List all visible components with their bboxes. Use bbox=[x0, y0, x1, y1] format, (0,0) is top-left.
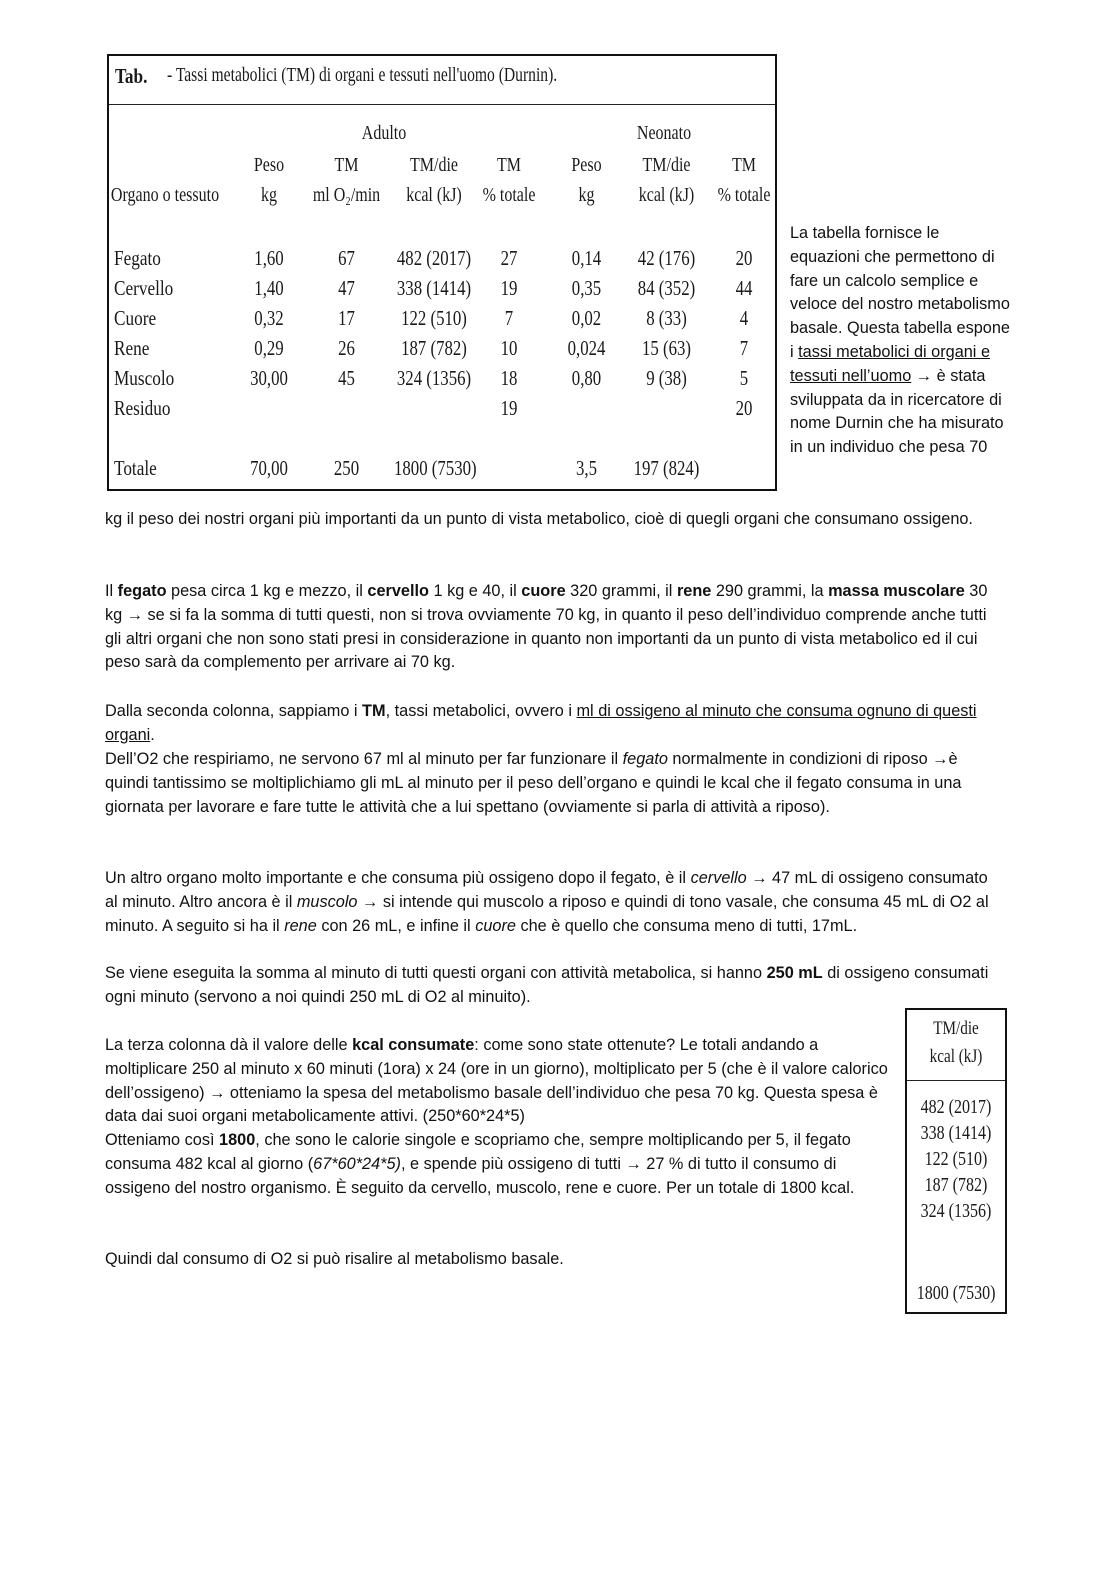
paragraph-6: Un altro organo molto importante e che consuma più ossigeno dopo il fegato, è il cervello → 47 mL di ossigeno consumato al minuto. Altro ancora è il muscolo → si intende qui muscolo a riposo e quindi di tono vasale, che consuma 45 mL di O2 al minuto. A seguito si ha il rene con 26 mL, e infine il cuore che è quello che consuma meno di tutti, 17mL. bbox=[105, 869, 989, 935]
cell-tmp-n: 4 bbox=[739, 306, 749, 330]
paragraph-8: La terza colonna dà il valore delle kcal consumate: come sono state ottenute? Le totali andando a moltiplicare 250 al minuto x 60 minuti (1ora) x 24 (ore in un giorno), moltiplicato per 5 (che è il valore calorico dell’ossigeno) → otteniamo la spesa del metabolismo basale dell’individuo che pesa 70 kg. Questa spesa è data dai suoi organi metabolicamente attivi. (250*60*24*5) bbox=[105, 1036, 888, 1126]
inset-header-line-1: TM/die bbox=[933, 1018, 979, 1039]
total-tmdie-n: 197 (824) bbox=[633, 456, 700, 480]
cell-tmp-n: 20 bbox=[735, 396, 753, 420]
table-title-tab: Tab. bbox=[115, 64, 148, 88]
total-tmdie-a: 1800 (7530) bbox=[394, 456, 477, 480]
paragraph-4: Dalla seconda colonna, sappiamo i TM, tassi metabolici, ovvero i ml di ossigeno al minuto che consuma ognuno di questi organi. bbox=[105, 702, 977, 744]
header-tm-adult: TM ml O₂/min bbox=[312, 154, 381, 206]
header-peso-newborn: Peso kg bbox=[571, 154, 602, 206]
header-peso-adult: Peso kg bbox=[253, 154, 285, 206]
cell-peso-n: 0,80 bbox=[571, 366, 602, 390]
cell-tmp-a: 18 bbox=[500, 366, 518, 390]
side-paragraph: La tabella fornisce le equazioni che permettono di fare un calcolo semplice e veloce del nostro metabolismo basale. Questa tabella espone i tassi metabolici di organi e tessuti nell’uomo → è stata sviluppata da in ricercatore di nome Durnin che ha misurato in un individuo che pesa 70 bbox=[790, 224, 1010, 457]
cell-tmdie-a: 187 (782) bbox=[401, 336, 467, 360]
header-tmdie-newborn: TM/die kcal (kJ) bbox=[638, 154, 695, 206]
inset-header-line-2: kcal (kJ) bbox=[929, 1046, 983, 1067]
cell-tm-a: 47 bbox=[338, 276, 355, 300]
cell-tmp-n: 20 bbox=[735, 246, 753, 270]
tmdie-inset-table bbox=[905, 1008, 1007, 1314]
cell-tm-a: 67 bbox=[338, 246, 355, 270]
cell-peso-a: 30,00 bbox=[250, 366, 288, 390]
cell-tm-a: 45 bbox=[338, 366, 355, 390]
cell-peso-a: 0,32 bbox=[254, 306, 284, 330]
cell-tmp-a: 27 bbox=[500, 246, 518, 270]
cell-tmp-a: 10 bbox=[500, 336, 518, 360]
paragraph-9: Otteniamo così 1800, che sono le calorie singole e scopriamo che, sempre moltiplicando per 5, il fegato consuma 482 kcal al giorno (67*60*24*5), e spende più ossigeno di tutti → 27 % di tutto il consumo di ossigeno del nostro organismo. È seguito da cervello, muscolo, rene e cuore. Per un totale di 1800 kcal. bbox=[105, 1131, 855, 1197]
cell-tmdie-n: 42 (176) bbox=[637, 246, 696, 270]
inset-value: 187 (782) bbox=[924, 1174, 988, 1196]
row-organ: Cuore bbox=[114, 306, 157, 330]
header-organ: Organo o tessuto bbox=[110, 184, 220, 206]
cell-tm-a: 17 bbox=[338, 306, 355, 330]
row-organ: Cervello bbox=[114, 276, 174, 300]
total-tm-a: 250 bbox=[333, 456, 360, 480]
cell-tmp-n: 44 bbox=[735, 276, 753, 300]
inset-value: 482 (2017) bbox=[920, 1096, 992, 1118]
cell-tmp-a: 7 bbox=[504, 306, 514, 330]
cell-tmdie-n: 15 (63) bbox=[642, 336, 691, 360]
inset-header bbox=[907, 1010, 1005, 1081]
inset-total: 1800 (7530) bbox=[916, 1282, 996, 1304]
cell-tmdie-a: 338 (1414) bbox=[396, 276, 472, 300]
paragraph-2: kg il peso dei nostri organi più importanti da un punto di vista metabolico, cioè di quegli organi che consumano ossigeno. bbox=[105, 510, 973, 528]
cell-peso-a: 1,60 bbox=[254, 246, 284, 270]
cell-tmdie-n: 84 (352) bbox=[637, 276, 696, 300]
row-organ: Residuo bbox=[114, 396, 171, 420]
metabolic-rates-table bbox=[107, 54, 777, 491]
paragraph-10: Quindi dal consumo di O2 si può risalire al metabolismo basale. bbox=[105, 1250, 564, 1268]
cell-tmp-n: 5 bbox=[739, 366, 749, 390]
total-peso-n: 3,5 bbox=[576, 456, 597, 480]
total-peso-a: 70,00 bbox=[250, 456, 288, 480]
header-group-newborn: Neonato bbox=[636, 122, 692, 144]
cell-peso-n: 0,14 bbox=[571, 246, 602, 270]
total-label: Totale bbox=[114, 456, 157, 480]
header-tmdie-adult: TM/die kcal (kJ) bbox=[406, 154, 462, 206]
row-organ: Fegato bbox=[114, 246, 161, 270]
row-organ: Muscolo bbox=[114, 366, 175, 390]
header-group-adult: Adulto bbox=[361, 122, 407, 144]
cell-peso-a: 0,29 bbox=[254, 336, 284, 360]
cell-tmdie-n: 9 (38) bbox=[646, 366, 687, 390]
cell-peso-a: 1,40 bbox=[254, 276, 284, 300]
table-title-text: - Tassi metabolici (TM) di organi e tessuti nell'uomo (Durnin). bbox=[167, 64, 558, 86]
cell-tmdie-a: 122 (510) bbox=[401, 306, 467, 330]
inset-value: 122 (510) bbox=[924, 1148, 988, 1170]
table-title bbox=[109, 56, 775, 105]
cell-peso-n: 0,35 bbox=[571, 276, 602, 300]
cell-tmdie-n: 8 (33) bbox=[646, 306, 687, 330]
cell-tmdie-a: 482 (2017) bbox=[396, 246, 472, 270]
cell-tmdie-a: 324 (1356) bbox=[396, 366, 472, 390]
inset-value: 338 (1414) bbox=[920, 1122, 992, 1144]
header-tmperc-adult: TM % totale bbox=[482, 154, 536, 206]
cell-tmp-n: 7 bbox=[739, 336, 749, 360]
paragraph-5: Dell’O2 che respiriamo, ne servono 67 ml al minuto per far funzionare il fegato normalmente in condizioni di riposo →è quindi tantissimo se moltiplichiamo gli mL al minuto per il peso dell’organo e quindi le kcal che il fegato consuma in una giornata per lavorare e fare tutte le attività che a lui spettano (ovviamente si parla di attività a riposo). bbox=[105, 750, 962, 816]
cell-peso-n: 0,02 bbox=[571, 306, 602, 330]
paragraph-3: Il fegato pesa circa 1 kg e mezzo, il cervello 1 kg e 40, il cuore 320 grammi, il rene 290 grammi, la massa muscolare 30 kg → se si fa la somma di tutti questi, non si trova ovviamente 70 kg, in quanto il peso dell’individuo comprende anche tutti gli altri organi che non sono stati presi in considerazione in quanto non importanti da un punto di vista metabolico ed il cui peso sarà da complemento per arrivare ai 70 kg. bbox=[105, 582, 988, 672]
cell-tmp-a: 19 bbox=[500, 276, 518, 300]
inset-value: 324 (1356) bbox=[920, 1200, 992, 1222]
row-organ: Rene bbox=[114, 336, 150, 360]
cell-tmp-a: 19 bbox=[500, 396, 518, 420]
paragraph-7: Se viene eseguita la somma al minuto di tutti questi organi con attività metabolica, si hanno 250 mL di ossigeno consumati ogni minuto (servono a noi quindi 250 mL di O2 al minuito). bbox=[105, 964, 989, 1006]
header-tmperc-newborn: TM % totale bbox=[717, 154, 771, 206]
cell-peso-n: 0,024 bbox=[567, 336, 606, 360]
cell-tm-a: 26 bbox=[338, 336, 355, 360]
